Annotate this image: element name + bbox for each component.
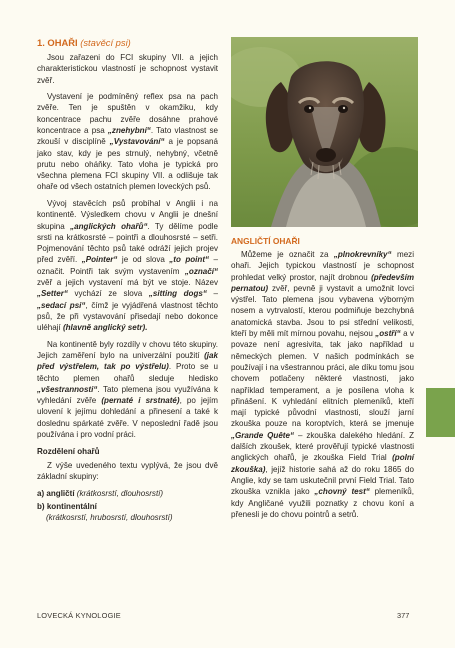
list-item: b) kontinentální (krátkosrstí, hrubosrstí, dlouhosrstí) [37, 501, 173, 523]
subheading-division: Rozdělení ohařů [37, 446, 100, 456]
left-column [37, 37, 218, 526]
page-number: 377 [397, 611, 410, 620]
paragraph: Z výše uvedeného textu vyplývá, že jsou dvě základní skupiny: [37, 460, 218, 482]
section-heading-english-pointers: ANGLIČTÍ OHAŘI [231, 236, 300, 246]
list-item: a) angličtí (krátkosrstí, dlouhosrstí) [37, 488, 164, 498]
paragraph: Můžeme je označit za „plnokrevníky“ mezi ohaři. Jejich typickou vlastností je schopnost prohledat velký prostor, najít drobnou (především pernatou) zvěř, pevně ji vystavit a umožnit lovci výstřel. Tato plemena jsou vybavena výborným nosem a vytrvalostí, kterou podmiňuje bezchybná anatomická stavba. Jsou to psi střední velikosti, kteří by měli mít mírnou povahu, nejsou „ostří“ a v povaze není agresivita, tak jako například u německých plemen. V našich podmínkách se používají i na všestrannou práci, ale díku tomu jsou chovem potlačeny některé vlastnosti, jako například temperament, a je posílena vloha k přinášení. K vyhledání elitních plemeníků, kteří mají typické původní vlastnosti, slouží jarní zkouška pouze na koroptvích, která se jmenuje „Grande Quête“ – zkouška dalekého hledání. Z dalších zkoušek, které prověřují typické vlastnosti anglických ohařů, je zkouška Field Trial (polní zkouška), jejíž historie sahá až do roku 1865 do Anglie, kdy se tam uskutečnil první Field Trial. Tato zkouška vznikla jako „chovný test“ plemeníků, kdy Angličané využili poznatky z chovu koní a přenesli je do chovu pointrů a setrů. [231, 250, 414, 519]
paragraph: Vývoj stavěcích psů probíhal v Anglii i na kontinentě. Výsledkem chovu v Anglii je dnešní skupina „anglických ohařů“. Ty dělíme podle srsti na krátkosrsté – pointři a dlouhosrsté – setři. Pojmenování těchto psů také odráží jejich projev před zvěří. „Pointer“ je od slova „to point“ – označit. Pointři tak svým vystavením „označí“ zvěř a jejich vystavení má být ve stoje. Název „Setter“ vychází ze slova „sitting dogs“ – „sedací psi“, čímž je vyjádřená vlastnost těchto psů, že při vystavování přisedají nebo dokonce uléhají (hlavně anglický setr). [37, 198, 218, 333]
section-heading-pointers: 1. OHAŘI (stavěcí psi) [37, 37, 131, 48]
dog-photo [231, 37, 418, 227]
running-footer-title: LOVECKÁ KYNOLOGIE [37, 611, 121, 620]
paragraph: Na kontinentě byly rozdíly v chovu této skupiny. Jejich zaměření bylo na univerzální použití (jak před výstřelem, tak po výstřelu). Proto se u těchto plemen ohařů sleduje hledisko „všestrannosti“. Tato plemena jsou využívána k vyhledání zvěře (pernaté i srstnaté), po jejím ulovení k jejímu dohledání a přinesení a také k doslednu spárkaté zvěře. V neposlední řadě jsou používána i pro vodní práci. [37, 339, 218, 440]
german-wirehaired-pointer-illustration [231, 37, 418, 227]
chapter-tab-marker [426, 388, 455, 437]
paragraph: Vystavení je podmíněný reflex psa na pach zvěře. Ten je spuštěn v okamžiku, kdy koncentrace pachu zvěře dosáhne prahové koncentrace a psa „znehybní“. Tato vlastnost se zkouší v disciplíně „Vystavování“ a je popsaná jako stav, kdy je pes strnulý, nehybný, včetně prutu nebo oháňky. Tato vloha je typická pro všechna plemena FCI skupiny VII. a odlišuje tak ohaře od všech ostatních plemen loveckých psů. [37, 92, 218, 192]
paragraph: Jsou zařazeni do FCI skupiny VII. a jejich charakteristickou vlastností je schopnost vystavit zvěř. [37, 53, 218, 85]
right-column [231, 236, 414, 525]
